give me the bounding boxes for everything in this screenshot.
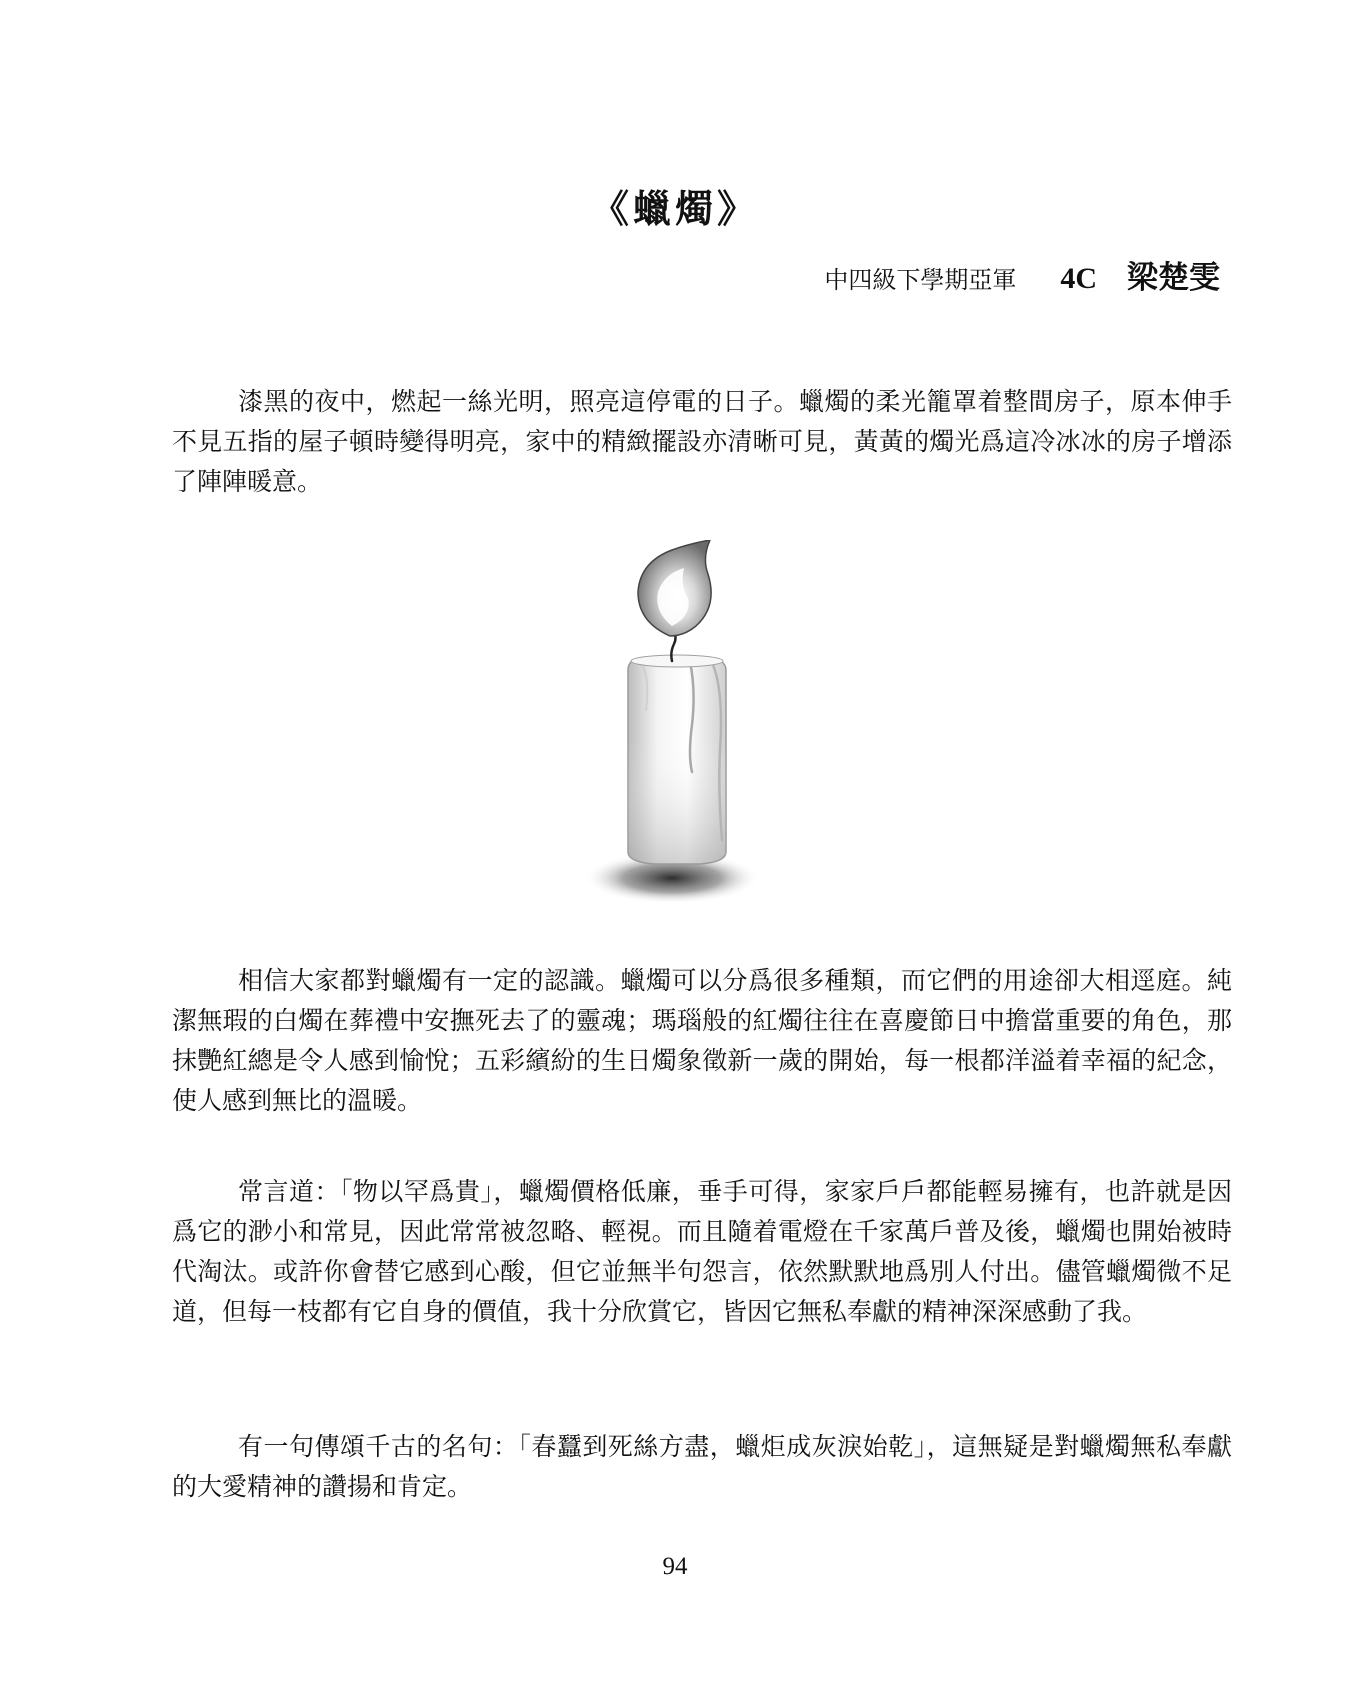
class-code: 4C [1060, 262, 1097, 295]
paragraph-3: 常言道：「物以罕爲貴」，蠟燭價格低廉，垂手可得，家家戶戶都能輕易擁有，也許就是因爲它的渺小和常見，因此常常被忽略、輕視。而且隨着電燈在千家萬戶普及後，蠟燭也開始被時代淘汰。或許你會替它感到心酸，但它並無半句怨言，依然默默地爲別人付出。儘管蠟燭微不足道，但每一枝都有它自身的價值，我十分欣賞它，皆因它無私奉獻的精神深深感動了我。 [172, 1177, 1232, 1326]
essay-title: 《蠟燭》 [590, 186, 759, 231]
award-label: 中四級下學期亞軍 [824, 266, 1017, 294]
byline [824, 252, 1220, 297]
paragraph-4: 有一句傳頌千古的名句：「春蠶到死絲方盡，蠟炬成灰淚始乾」，這無疑是對蠟燭無私奉獻的大愛精神的讚揚和肯定。 [172, 1432, 1232, 1501]
page-number: 94 [662, 1553, 688, 1580]
paragraph-2: 相信大家都對蠟燭有一定的認識。蠟燭可以分爲很多種類，而它們的用途卻大相逕庭。純潔無瑕的白燭在葬禮中安撫死去了的靈魂；瑪瑙般的紅燭往往在喜慶節日中擔當重要的角色，那抹艷紅總是令人感到愉悅；五彩繽紛的生日燭象徵新一歲的開始，每一根都洋溢着幸福的紀念，使人感到無比的溫暖。 [172, 966, 1232, 1115]
candle-illustration [580, 540, 780, 910]
author-name: 梁楚雯 [1127, 260, 1220, 296]
paragraph-1: 漆黑的夜中，燃起一絲光明，照亮這停電的日子。蠟燭的柔光籠罩着整間房子，原本伸手不見五指的屋子頓時變得明亮，家中的精緻擺設亦清晰可見，黃黃的燭光爲這冷冰冰的房子增添了陣陣暖意。 [172, 387, 1232, 496]
